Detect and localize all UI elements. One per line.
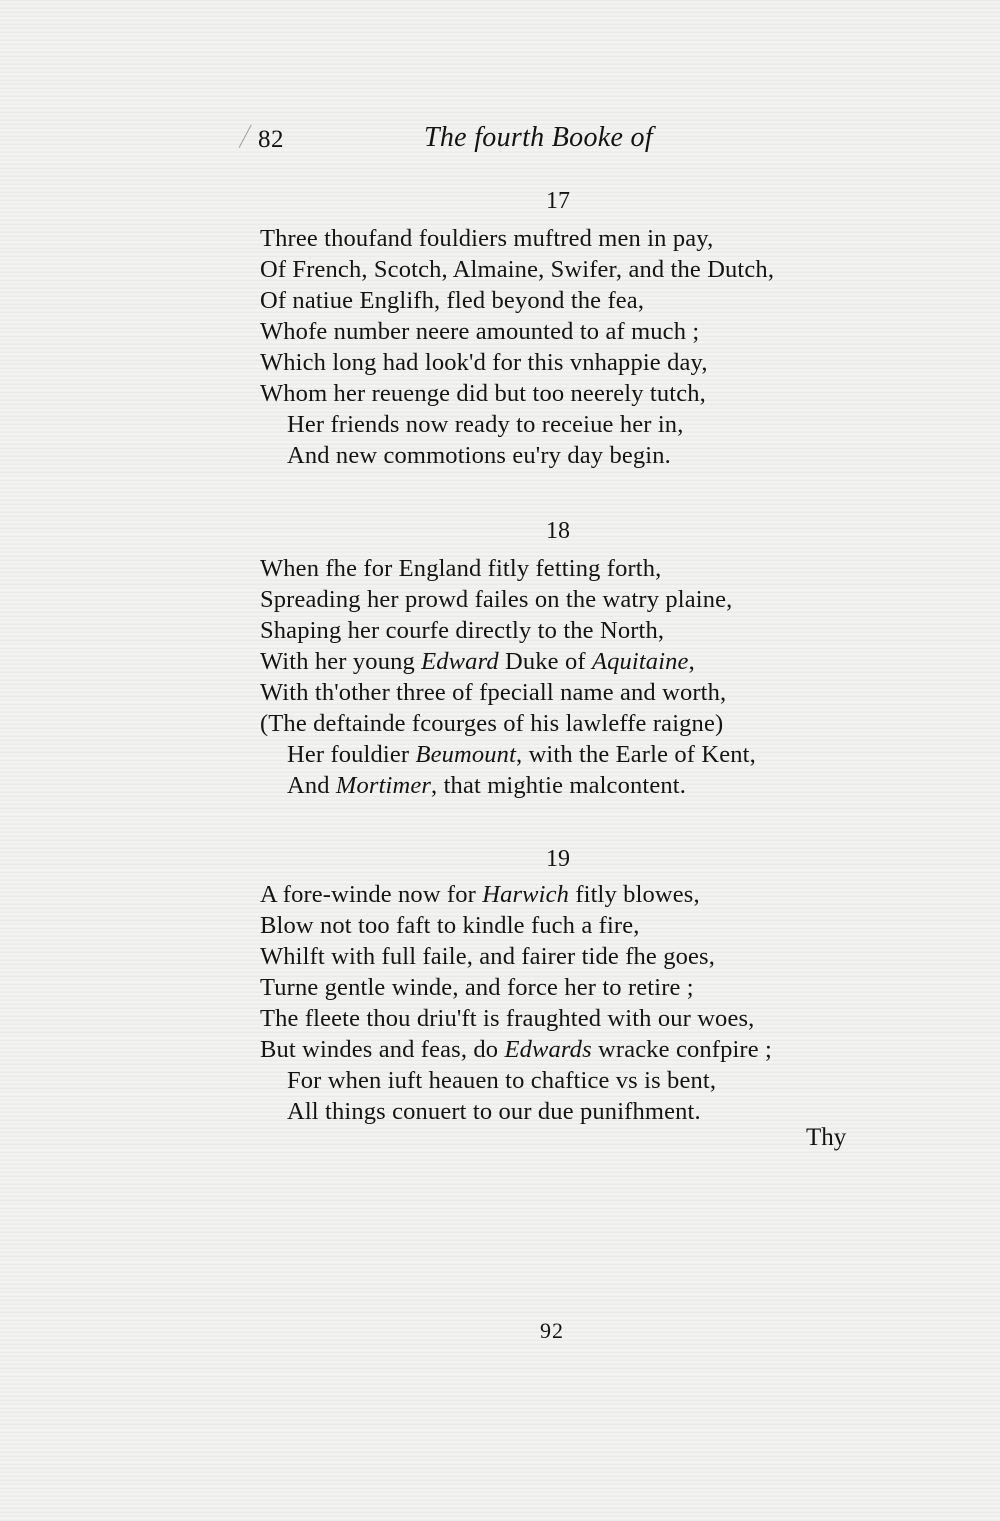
stanza-number: 19 — [546, 846, 570, 872]
page-number: 82 — [258, 126, 284, 153]
verse-line: Blow not too faft to kindle fuch a fire, — [260, 912, 640, 939]
verse-line: All things conuert to our due punifhment. — [287, 1098, 701, 1125]
stanza-lines — [260, 223, 774, 471]
verse-line: (The deftainde fcourges of his lawleffe raigne) — [260, 710, 724, 737]
verse-line: A fore-winde now for Harwich fitly blowes, — [260, 881, 700, 908]
verse-line: Whofe number neere amounted to af much ; — [260, 318, 700, 345]
italic-name: Aquitaine — [591, 648, 689, 675]
verse-line: Which long had look'd for this vnhappie day, — [260, 349, 708, 376]
running-title: The fourth Booke of — [424, 122, 653, 153]
verse-line: Three thoufand fouldiers muftred men in pay, — [260, 225, 714, 252]
catchword: Thy — [806, 1124, 847, 1151]
verse-line: Of French, Scotch, Almaine, Swifer, and the Dutch, — [260, 256, 775, 283]
italic-name: Edwards — [504, 1036, 592, 1063]
verse-line: Her friends now ready to receiue her in, — [287, 411, 684, 438]
verse-line: Her fouldier Beumount, with the Earle of Kent, — [287, 741, 756, 768]
verse-line: Of natiue Englifh, fled beyond the fea, — [260, 287, 645, 314]
stanza-lines — [260, 553, 756, 801]
verse-line: Turne gentle winde, and force her to retire ; — [260, 974, 694, 1001]
verse-line: With her young Edward Duke of Aquitaine, — [260, 648, 695, 675]
running-head — [0, 120, 1000, 160]
verse-line: But windes and feas, do Edwards wracke confpire ; — [260, 1036, 772, 1063]
verse-line: When fhe for England fitly fetting forth, — [260, 555, 662, 582]
verse-line: Whom her reuenge did but too neerely tutch, — [260, 380, 706, 407]
stanza-number: 18 — [546, 518, 570, 544]
verse-line: For when iuft heauen to chaftice vs is bent, — [287, 1067, 717, 1094]
verse-line: And new commotions eu'ry day begin. — [287, 442, 671, 469]
verse-line: Shaping her courfe directly to the North, — [260, 617, 665, 644]
verse-line: And Mortimer, that mightie malcontent. — [287, 772, 686, 799]
verse-line: The fleete thou driu'ft is fraughted with our woes, — [260, 1005, 755, 1032]
verse-line: With th'other three of fpeciall name and worth, — [260, 679, 727, 706]
italic-name: Mortimer — [335, 772, 432, 799]
verse-line: Whilft with full faile, and fairer tide fhe goes, — [260, 943, 715, 970]
italic-name: Harwich — [482, 881, 570, 908]
italic-name: Beumount — [415, 741, 517, 768]
stanza-lines — [260, 879, 772, 1127]
stanza-number: 17 — [546, 188, 570, 214]
verse-line: Spreading her prowd failes on the watry plaine, — [260, 586, 733, 613]
italic-name: Edward — [421, 648, 499, 675]
signature-number: 92 — [540, 1318, 564, 1343]
